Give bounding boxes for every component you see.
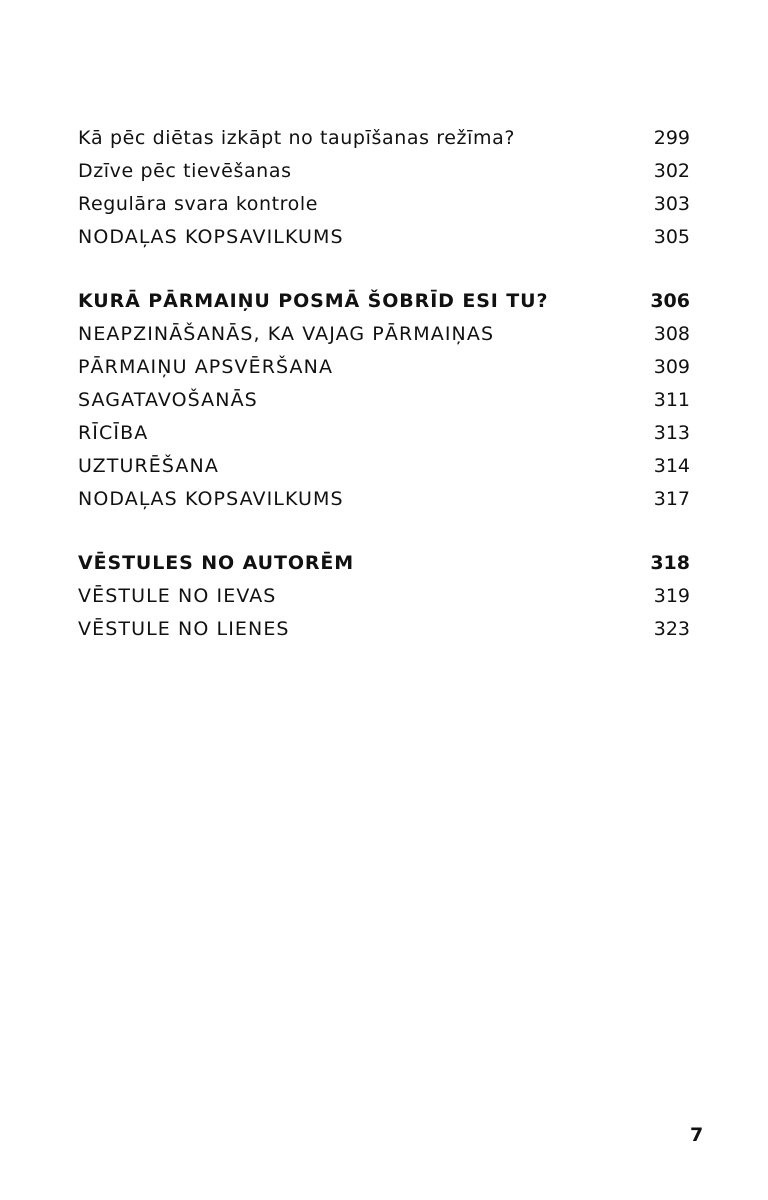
- toc-entry-title: NEAPZINĀŠANĀS, KA VAJAG PĀRMAIŅAS: [78, 323, 495, 345]
- toc-entry-page: 302: [653, 160, 690, 182]
- section-spacer: [78, 516, 690, 547]
- toc-entry-title: VĒSTULES NO AUTORĒM: [78, 552, 355, 574]
- toc-entry-page: 306: [650, 290, 690, 312]
- toc-entry-title: Regulāra svara kontrole: [78, 193, 319, 215]
- toc-entry[interactable]: [78, 450, 690, 483]
- toc-entry[interactable]: [78, 580, 690, 613]
- toc-entry-page: 311: [653, 389, 690, 411]
- toc-entry-page: 323: [653, 618, 690, 640]
- toc-entry[interactable]: [78, 155, 690, 188]
- toc-entry-page: 317: [653, 488, 690, 510]
- toc-entry-page: 309: [653, 356, 690, 378]
- toc-entry-title: RĪCĪBA: [78, 422, 149, 444]
- toc-entry-page: 319: [653, 585, 690, 607]
- toc-entry-page: 299: [653, 127, 690, 149]
- toc-entry[interactable]: [78, 384, 690, 417]
- section-spacer: [78, 254, 690, 285]
- toc-entry-title: NODAĻAS KOPSAVILKUMS: [78, 226, 344, 248]
- toc-entry-page: 308: [653, 323, 690, 345]
- toc-entry[interactable]: [78, 613, 690, 646]
- toc-entry-title: VĒSTULE NO LIENES: [78, 618, 290, 640]
- toc-entry-title: VĒSTULE NO IEVAS: [78, 585, 277, 607]
- toc-chapter-heading[interactable]: [78, 285, 690, 318]
- toc-entry[interactable]: [78, 417, 690, 450]
- toc-entry[interactable]: [78, 351, 690, 384]
- toc-entry-title: Kā pēc diētas izkāpt no taupīšanas režīma?: [78, 127, 516, 149]
- toc-entry-title: PĀRMAIŅU APSVĒRŠANA: [78, 356, 334, 378]
- toc-entry-page: 305: [653, 226, 690, 248]
- toc-entry-page: 318: [650, 552, 690, 574]
- toc-entry-title: NODAĻAS KOPSAVILKUMS: [78, 488, 344, 510]
- toc-entry-title: UZTURĒŠANA: [78, 455, 219, 477]
- toc-entry[interactable]: [78, 221, 690, 254]
- toc-entry[interactable]: [78, 122, 690, 155]
- page-number: 7: [690, 1124, 704, 1146]
- toc-entry[interactable]: [78, 483, 690, 516]
- table-of-contents: [78, 122, 690, 646]
- toc-entry[interactable]: [78, 188, 690, 221]
- toc-entry-page: 303: [653, 193, 690, 215]
- toc-chapter-heading[interactable]: [78, 547, 690, 580]
- toc-entry-title: SAGATAVOŠANĀS: [78, 389, 258, 411]
- toc-entry-page: 313: [653, 422, 690, 444]
- toc-entry-page: 314: [653, 455, 690, 477]
- toc-entry-title: KURĀ PĀRMAIŅU POSMĀ ŠOBRĪD ESI TU?: [78, 290, 549, 312]
- toc-entry[interactable]: [78, 318, 690, 351]
- toc-entry-title: Dzīve pēc tievēšanas: [78, 160, 292, 182]
